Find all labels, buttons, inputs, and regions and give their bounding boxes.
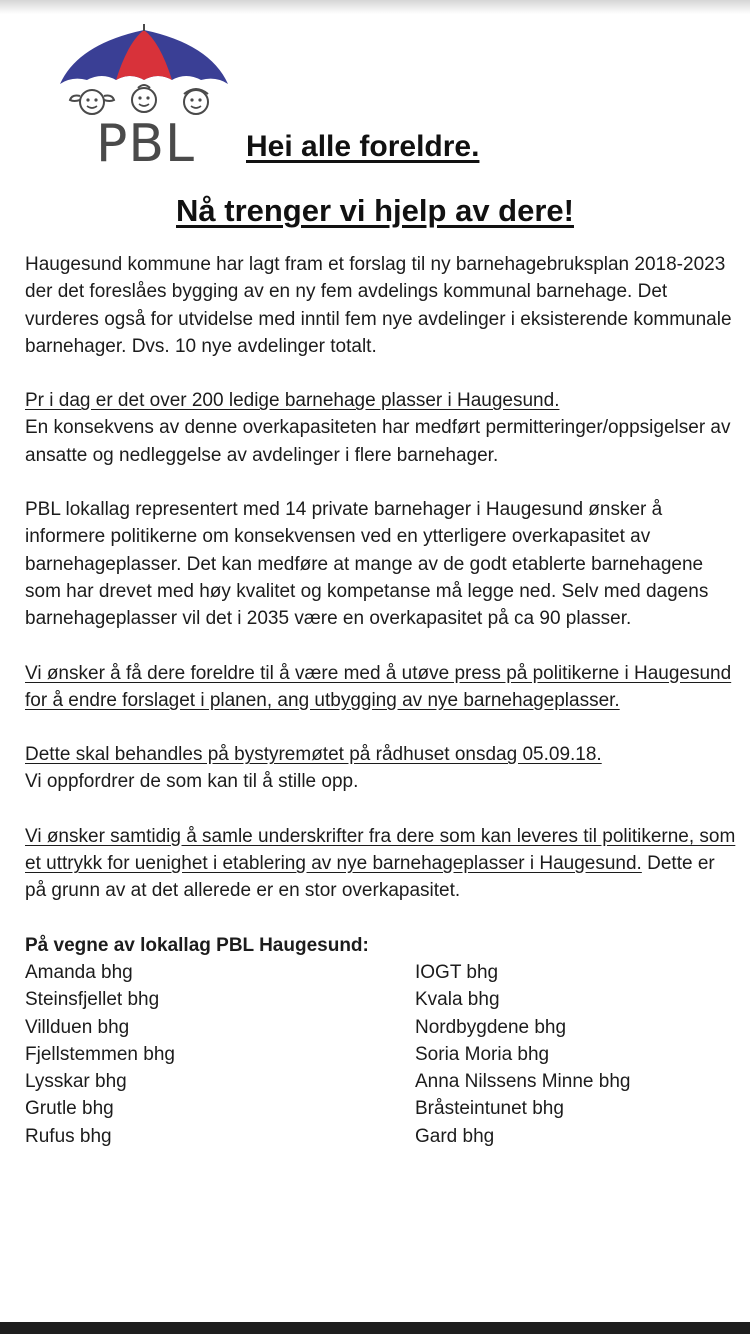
kindergarten-item: Anna Nilssens Minne bhg <box>415 1071 631 1093</box>
paragraph-request <box>25 660 737 715</box>
bottom-bar <box>0 1322 750 1334</box>
kindergarten-item: Fjellstemmen bhg <box>25 1043 175 1065</box>
appeal-heading: Nå trenger vi hjelp av dere! <box>176 193 574 228</box>
top-shade <box>0 0 750 14</box>
letter-body <box>25 251 737 1150</box>
kindergarten-item: Grutle bhg <box>25 1098 114 1120</box>
kindergarten-item: Gard bhg <box>415 1125 495 1147</box>
paragraph-meeting <box>25 741 737 796</box>
paragraph-proposal: Haugesund kommune har lagt fram et forslag til ny barnehagebruksplan 2018-2023 der det foreslåes bygging av en ny fem avdelings kommunal barnehage. Det vurderes også for utvidelse med inntil fem nye avdelinger i eksisterende kommunale barnehager. Dvs. 10 nye avdelinger totalt. <box>25 254 732 357</box>
overcapacity-note: Dette er på grunn av at det allerede er en stor overkapasitet. <box>25 853 715 902</box>
kindergarten-item: Soria Moria bhg <box>415 1043 550 1065</box>
consequence-text: En konsekvens av denne overkapasiteten har medført permitteringer/oppsigelser av ansatte og nedleggelse av avdelinger i flere barnehager. <box>25 417 731 466</box>
signatures-request: Vi ønsker samtidig å samle underskrifter fra dere som kan leveres til politikerne, som et uttrykk for uenighet i etablering av nye barnehageplasser i Haugesund. <box>25 825 736 875</box>
kindergarten-list-left <box>25 959 415 1150</box>
kindergarten-item: Nordbygdene bhg <box>415 1016 567 1038</box>
kindergarten-item: Bråsteintunet bhg <box>415 1098 564 1120</box>
vacancies-statement: Pr i dag er det over 200 ledige barnehage plasser i Haugesund. <box>25 390 560 412</box>
kindergarten-list-right <box>415 959 715 1150</box>
paragraph-signatures <box>25 823 737 905</box>
kindergarten-item: Steinsfjellet bhg <box>25 989 160 1011</box>
signature-title: På vegne av lokallag PBL Haugesund: <box>25 934 369 956</box>
kindergarten-list <box>25 959 737 1150</box>
paragraph-pbl-info: PBL lokallag representert med 14 private barnehager i Haugesund ønsker å informere politikerne om konsekvensen ved en ytterligere overkapasitet av barnehageplasser. Det kan medføre at mange av de godt etablerte barnehagene som har drevet med høy kvalitet og kompetanse må legge ned. Selv med dagens barnehageplasser vil det i 2035 være en overkapasitet på ca 90 plasser. <box>25 499 709 630</box>
greeting-heading: Hei alle foreldre. <box>246 130 480 163</box>
kindergarten-item: Kvala bhg <box>415 989 500 1011</box>
logo-text: PBL <box>96 114 196 174</box>
kindergarten-item: Villduen bhg <box>25 1016 130 1038</box>
kindergarten-item: Amanda bhg <box>25 961 133 983</box>
request-text: Vi ønsker å få dere foreldre til å være med å utøve press på politikerne i Haugesund for å endre forslaget i planen, ang utbygging av nye barnehageplasser. <box>25 662 732 711</box>
kindergarten-item: Lysskar bhg <box>25 1071 127 1093</box>
attend-encouragement: Vi oppfordrer de som kan til å stille opp. <box>25 771 359 793</box>
paragraph-vacancies <box>25 387 737 469</box>
meeting-info: Dette skal behandles på bystyremøtet på rådhuset onsdag 05.09.18. <box>25 744 602 766</box>
kindergarten-item: IOGT bhg <box>415 961 499 983</box>
kindergarten-item: Rufus bhg <box>25 1125 112 1147</box>
